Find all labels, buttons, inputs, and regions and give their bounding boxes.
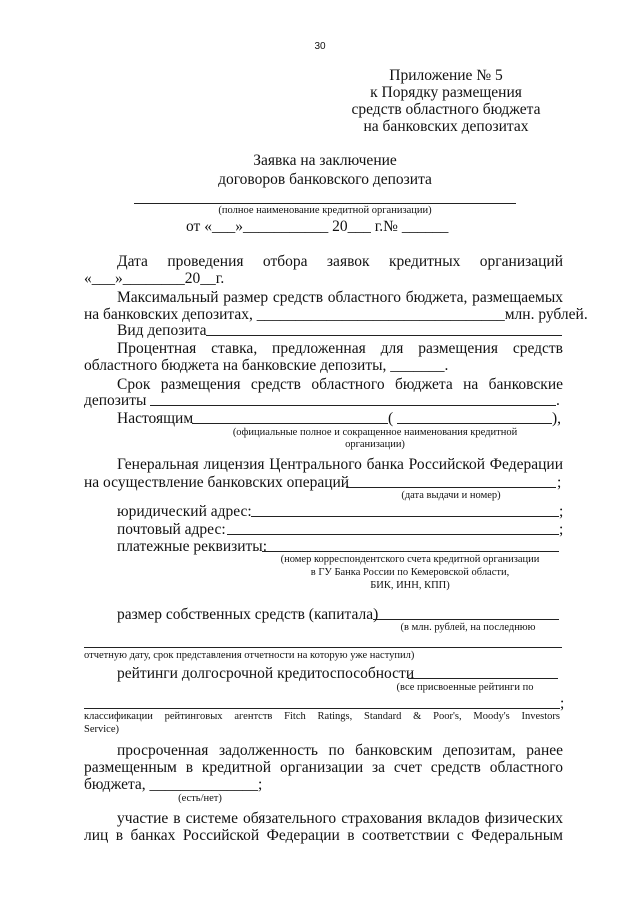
hereby-underline-name [192,423,388,424]
overdue-line-2: размещенным в кредитной организации за счет средств областного [84,759,563,776]
max-amount-line-1: Максимальный размер средств областного бюджета, размещаемых [117,289,563,306]
legal-address-label: юридический адрес: [117,503,252,520]
appendix-line-1: Приложение № 5 [389,67,503,84]
ratings-hint-1: (все присвоенные рейтинги по [396,682,534,693]
ratings-hint-2: классификации рейтинговых агентств Fitch Ratings, Standard & Poor's, Moody's Investors [84,711,560,722]
deposit-term-line-2: депозиты [84,392,147,409]
payment-hint-1: (номер корреспондентского счета кредитной организации [280,554,540,565]
capital-underline-2 [84,647,562,648]
appendix-line-3: средств областного бюджета [351,101,541,118]
hereby-paren-close: ), [552,410,562,427]
postal-address-semicolon: ; [559,521,564,538]
overdue-line-3: бюджета, ______________; [84,776,263,793]
postal-address-label: почтовый адрес: [117,521,226,538]
legal-address-semicolon: ; [559,503,564,520]
deposit-type-underline [206,335,562,336]
hereby-hint-2: организации) [345,439,405,450]
ratings-semicolon: ; [560,695,565,712]
capital-hint-1: (в млн. рублей, на последнюю [400,622,536,633]
org-name-underline [134,203,516,204]
org-name-hint: (полное наименование кредитной организации) [218,205,432,216]
legal-address-underline [251,516,559,517]
appendix-line-2: к Порядку размещения [370,84,522,101]
max-amount-line-2: на банковских депозитах, ________________________________млн. рублей. [84,306,588,323]
title-line-2: договоров банковского депозита [218,171,432,188]
payment-hint-2: в ГУ Банка России по Кемеровской области, [310,567,510,578]
hereby-paren-open: ( [388,410,394,427]
ratings-underline-2 [84,708,560,709]
title-line-1: Заявка на заключение [253,152,397,169]
appendix-line-4: на банковских депозитах [363,118,529,135]
payment-hint-3: БИК, ИНН, КПП) [370,580,450,591]
license-underline [346,487,556,488]
capital-underline [373,619,559,620]
page-number: 30 [314,41,326,52]
license-semicolon: ; [557,474,562,491]
payment-details-underline [262,551,559,552]
ratings-label: рейтинги долгосрочной кредитоспособности [117,665,415,682]
license-line-1: Генеральная лицензия Центрального банка Российской Федерации [117,456,563,473]
capital-label: размер собственных средств (капитала) [117,606,379,623]
overdue-hint: (есть/нет) [178,793,222,804]
license-line-2: на осуществление банковских операций [84,474,350,491]
date-number-line: от «___»___________ 20___ г.№ ______ [186,218,449,235]
selection-date-line-2: «___»________20__г. [84,270,225,287]
postal-address-underline [227,534,559,535]
overdue-line-1: просроченная задолженность по банковским депозитам, ранее [117,742,563,759]
deposit-term-underline [150,405,556,406]
interest-rate-line-1: Процентная ставка, предложенная для размещения средств [117,340,563,357]
interest-rate-line-2: областного бюджета на банковские депозиты, _______. [84,357,449,374]
deposit-term-period: . [556,392,560,409]
insurance-line-2: лиц в банках Российской Федерации в соответствии с Федеральным [84,827,563,844]
hereby-hint-1: (официальные полное и сокращенное наименования кредитной [232,427,518,438]
ratings-underline [408,678,558,679]
capital-hint-2: отчетную дату, срок представления отчетности на которую уже наступил) [84,650,415,661]
deposit-type-label: Вид депозита [117,322,207,339]
hereby-underline-short [397,423,552,424]
selection-date-line-1: Дата проведения отбора заявок кредитных организаций [117,253,563,270]
insurance-line-1: участие в системе обязательного страхования вкладов физических [117,810,563,827]
hereby-label: Настоящим [117,410,194,427]
ratings-hint-3: Service) [84,724,119,735]
license-hint: (дата выдачи и номер) [401,490,501,501]
payment-details-label: платежные реквизиты: [117,538,268,555]
deposit-term-line-1: Срок размещения средств областного бюджета на банковские [117,376,563,393]
